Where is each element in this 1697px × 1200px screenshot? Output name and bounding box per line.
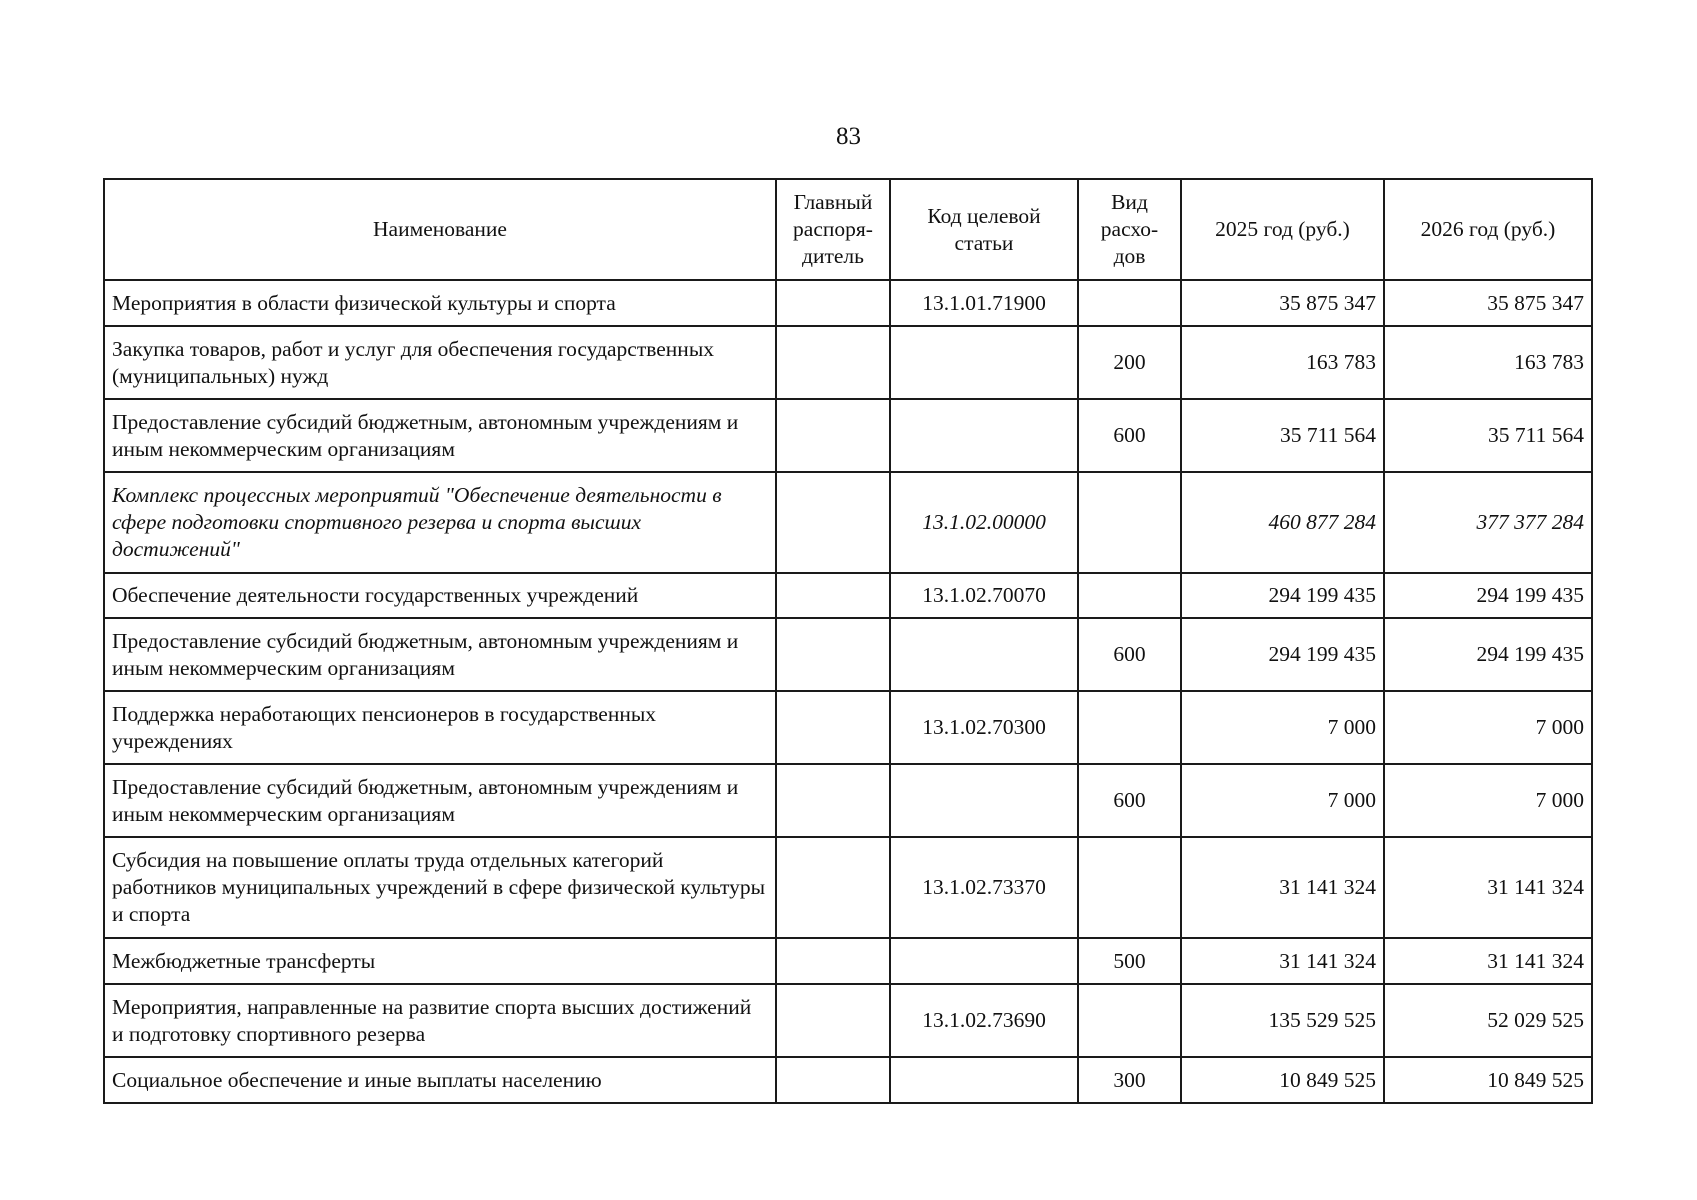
cell-code: 13.1.02.73370: [890, 837, 1078, 938]
cell-2026: 31 141 324: [1384, 938, 1592, 984]
cell-2026: 163 783: [1384, 326, 1592, 399]
cell-2025: 135 529 525: [1181, 984, 1384, 1057]
cell-type: [1078, 280, 1181, 326]
table-row: [104, 326, 1592, 399]
table-row: [104, 618, 1592, 691]
cell-2025: 7 000: [1181, 691, 1384, 764]
table-row: [104, 691, 1592, 764]
cell-type: 600: [1078, 399, 1181, 472]
cell-manager: [776, 764, 890, 837]
cell-code: [890, 938, 1078, 984]
cell-code: 13.1.02.70070: [890, 573, 1078, 618]
cell-manager: [776, 938, 890, 984]
cell-name: Комплекс процессных мероприятий "Обеспечение деятельности в сфере подготовки спортивного резерва и спорта высших достижений": [104, 472, 776, 573]
cell-type: 600: [1078, 764, 1181, 837]
cell-2026: 35 875 347: [1384, 280, 1592, 326]
table-row: [104, 984, 1592, 1057]
cell-2025: 7 000: [1181, 764, 1384, 837]
cell-type: 300: [1078, 1057, 1181, 1103]
cell-2025: 31 141 324: [1181, 837, 1384, 938]
cell-code: 13.1.02.00000: [890, 472, 1078, 573]
cell-type: 200: [1078, 326, 1181, 399]
cell-2025: 35 875 347: [1181, 280, 1384, 326]
table-header: [104, 179, 1592, 280]
cell-code: [890, 399, 1078, 472]
page-number: 83: [836, 123, 861, 150]
cell-2026: 10 849 525: [1384, 1057, 1592, 1103]
budget-table: [103, 178, 1593, 1104]
cell-name: Социальное обеспечение и иные выплаты населению: [104, 1057, 776, 1103]
cell-name: Предоставление субсидий бюджетным, автономным учреждениям и иным некоммерческим организациям: [104, 618, 776, 691]
cell-2025: 163 783: [1181, 326, 1384, 399]
header-year-2026: 2026 год (руб.): [1384, 179, 1592, 280]
header-expense-type: Вид расхо-дов: [1078, 179, 1181, 280]
table-row: [104, 573, 1592, 618]
cell-name: Предоставление субсидий бюджетным, автономным учреждениям и иным некоммерческим организациям: [104, 764, 776, 837]
cell-2026: 294 199 435: [1384, 618, 1592, 691]
cell-manager: [776, 618, 890, 691]
cell-type: 500: [1078, 938, 1181, 984]
cell-code: 13.1.02.73690: [890, 984, 1078, 1057]
cell-name: Субсидия на повышение оплаты труда отдельных категорий работников муниципальных учреждений в сфере физической культуры и спорта: [104, 837, 776, 938]
cell-type: [1078, 691, 1181, 764]
cell-name: Межбюджетные трансферты: [104, 938, 776, 984]
header-year-2025: 2025 год (руб.): [1181, 179, 1384, 280]
cell-manager: [776, 1057, 890, 1103]
cell-manager: [776, 984, 890, 1057]
cell-2025: 35 711 564: [1181, 399, 1384, 472]
table-row: [104, 837, 1592, 938]
table-row: [104, 1057, 1592, 1103]
cell-manager: [776, 399, 890, 472]
cell-type: [1078, 573, 1181, 618]
cell-type: [1078, 984, 1181, 1057]
cell-code: [890, 764, 1078, 837]
cell-code: 13.1.02.70300: [890, 691, 1078, 764]
cell-2026: 377 377 284: [1384, 472, 1592, 573]
cell-name: Предоставление субсидий бюджетным, автономным учреждениям и иным некоммерческим организациям: [104, 399, 776, 472]
cell-name: Обеспечение деятельности государственных учреждений: [104, 573, 776, 618]
cell-manager: [776, 837, 890, 938]
header-manager: Главный распоря-дитель: [776, 179, 890, 280]
table-row: [104, 472, 1592, 573]
header-row: [104, 179, 1592, 280]
cell-2025: 294 199 435: [1181, 618, 1384, 691]
cell-code: 13.1.01.71900: [890, 280, 1078, 326]
cell-2025: 460 877 284: [1181, 472, 1384, 573]
cell-manager: [776, 691, 890, 764]
cell-manager: [776, 280, 890, 326]
table-row: [104, 764, 1592, 837]
cell-type: [1078, 472, 1181, 573]
table-row: [104, 280, 1592, 326]
cell-type: 600: [1078, 618, 1181, 691]
header-target-code: Код целевой статьи: [890, 179, 1078, 280]
cell-2026: 294 199 435: [1384, 573, 1592, 618]
cell-name: Закупка товаров, работ и услуг для обеспечения государственных (муниципальных) нужд: [104, 326, 776, 399]
cell-name: Мероприятия, направленные на развитие спорта высших достижений и подготовку спортивного резерва: [104, 984, 776, 1057]
cell-2026: 7 000: [1384, 691, 1592, 764]
table-row: [104, 938, 1592, 984]
cell-manager: [776, 573, 890, 618]
cell-2026: 7 000: [1384, 764, 1592, 837]
table-row: [104, 399, 1592, 472]
table-body: [104, 280, 1592, 1103]
cell-name: Поддержка неработающих пенсионеров в государственных учреждениях: [104, 691, 776, 764]
cell-2025: 31 141 324: [1181, 938, 1384, 984]
cell-2025: 294 199 435: [1181, 573, 1384, 618]
cell-code: [890, 326, 1078, 399]
header-name: Наименование: [104, 179, 776, 280]
cell-2025: 10 849 525: [1181, 1057, 1384, 1103]
cell-2026: 31 141 324: [1384, 837, 1592, 938]
cell-type: [1078, 837, 1181, 938]
cell-2026: 52 029 525: [1384, 984, 1592, 1057]
cell-manager: [776, 472, 890, 573]
cell-code: [890, 618, 1078, 691]
cell-manager: [776, 326, 890, 399]
cell-name: Мероприятия в области физической культуры и спорта: [104, 280, 776, 326]
cell-code: [890, 1057, 1078, 1103]
cell-2026: 35 711 564: [1384, 399, 1592, 472]
